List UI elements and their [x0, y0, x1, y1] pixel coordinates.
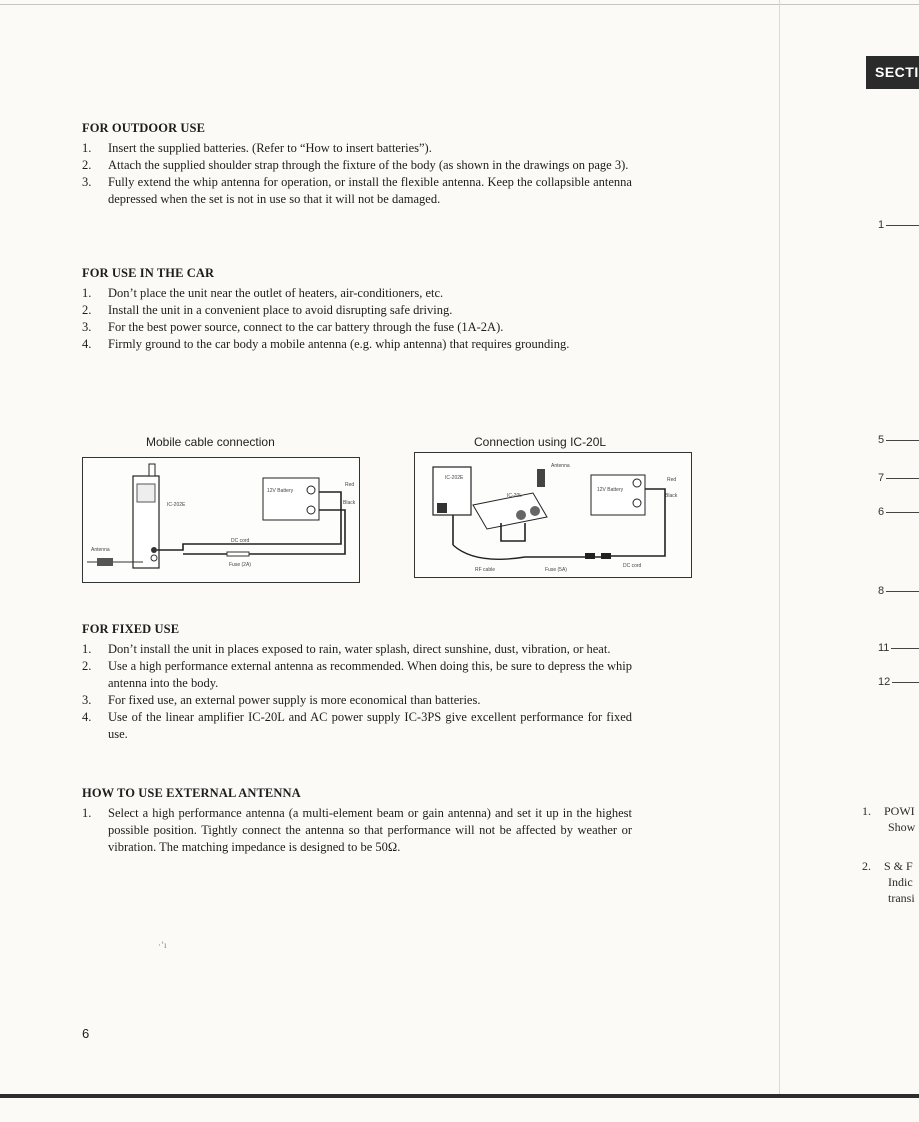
item-number: 1. [82, 141, 92, 155]
item-number: 2. [82, 659, 92, 673]
positive-terminal-icon [307, 486, 315, 494]
callout-1 [878, 219, 919, 231]
list-item [82, 319, 632, 336]
outdoor-list [82, 140, 632, 208]
section-tab: SECTI [866, 56, 919, 89]
dc-cord [453, 545, 605, 559]
note-number: 2. [862, 859, 871, 873]
callout-number: 5 [878, 434, 885, 446]
callout-7 [878, 472, 919, 484]
list-item [82, 302, 632, 319]
item-number: 4. [82, 710, 92, 724]
ic20l-diagram-drawing [415, 453, 691, 577]
battery-label: 12V Battery [267, 488, 294, 494]
callout-12 [878, 676, 919, 688]
antenna-plug-icon [537, 469, 545, 487]
power-jack-icon [151, 547, 157, 553]
item-text: Don’t install the unit in places exposed to rain, water splash, direct sunshine, dust, vibration, or heat. [108, 642, 611, 656]
fixed-list [82, 641, 632, 743]
list-item [82, 157, 632, 174]
outdoor-section [82, 120, 632, 208]
note-line: Indic [888, 875, 913, 889]
list-item [82, 174, 632, 208]
antenna-label: Antenna [551, 463, 570, 469]
connector-icon [585, 553, 595, 559]
red-label: Red [345, 482, 355, 488]
fuse-label: Fuse (5A) [545, 567, 567, 573]
positive-terminal-icon [633, 479, 641, 487]
callout-number: 11 [878, 642, 890, 654]
item-number: 1. [82, 806, 92, 820]
right-note-2 [862, 858, 915, 906]
red-label: Red [667, 477, 677, 483]
whip-antenna-icon [149, 464, 155, 476]
item-text: Attach the supplied shoulder strap through the fixture of the body (as shown in the drawings on page 3). [108, 158, 629, 172]
note-line: transi [888, 891, 915, 905]
item-text: For fixed use, an external power supply is more economical than batteries. [108, 693, 481, 707]
item-number: 2. [82, 158, 92, 172]
list-item [82, 805, 632, 856]
list-item [82, 709, 632, 743]
item-text: Firmly ground to the car body a mobile antenna (e.g. whip antenna) that requires grounding. [108, 337, 570, 351]
leader-line [886, 440, 919, 441]
connector-icon [601, 553, 611, 559]
battery-label: 12V Battery [597, 487, 624, 493]
leader-line [891, 648, 919, 649]
antenna-plug-icon [97, 558, 113, 566]
stray-mark: ·ʼı [158, 940, 167, 950]
item-number: 2. [82, 303, 92, 317]
item-text: For the best power source, connect to the car battery through the fuse (1A-2A). [108, 320, 504, 334]
mobile-cable-diagram [82, 457, 360, 583]
black-label: Black [343, 500, 356, 506]
fuse-label: Fuse (2A) [229, 562, 251, 568]
item-number: 4. [82, 337, 92, 351]
negative-terminal-icon [307, 506, 315, 514]
list-item [82, 641, 632, 658]
callout-8 [878, 585, 919, 597]
list-item [82, 285, 632, 302]
item-text: Select a high performance antenna (a multi-element beam or gain antenna) and set it up in the highest possible position. Tightly connect the antenna so that performance will not be affected by weather or vibration. The matching impedance is designed to be 50Ω. [108, 806, 632, 854]
unit-label: IC-202E [167, 502, 186, 508]
item-number: 3. [82, 175, 92, 189]
car-section [82, 265, 632, 353]
item-text: Use a high performance external antenna as recommended. When doing this, be sure to depress the whip antenna into the body. [108, 659, 632, 690]
fixed-heading: FOR FIXED USE [82, 622, 180, 636]
car-heading: FOR USE IN THE CAR [82, 266, 215, 280]
callout-5 [878, 434, 919, 446]
item-number: 1. [82, 642, 92, 656]
ic20l-diagram-title: Connection using IC-20L [474, 435, 607, 449]
cord-label: DC cord [231, 538, 250, 544]
right-note-1 [862, 803, 916, 835]
leader-line [892, 682, 919, 683]
callout-number: 12 [878, 676, 891, 688]
connector-icon [437, 503, 447, 513]
list-item [82, 140, 632, 157]
amp-label: IC-20L [507, 493, 523, 499]
callout-number: 8 [878, 585, 885, 597]
list-item [82, 658, 632, 692]
leader-line [886, 591, 919, 592]
item-text: Use of the linear amplifier IC-20L and AC power supply IC-3PS give excellent performance for fixed use. [108, 710, 632, 741]
callout-6 [878, 506, 919, 518]
note-line: POWI [884, 804, 915, 818]
amp-jack-icon [530, 506, 540, 516]
negative-terminal-icon [633, 499, 641, 507]
note-line: Show [888, 820, 916, 834]
item-text: Don’t place the unit near the outlet of heaters, air-conditioners, etc. [108, 286, 444, 300]
leader-line [886, 478, 919, 479]
meter-icon [137, 484, 155, 502]
leader-line [886, 225, 919, 226]
unit-label: IC-202E [445, 475, 464, 481]
fixed-section [82, 621, 632, 743]
item-number: 3. [82, 693, 92, 707]
item-number: 3. [82, 320, 92, 334]
cable-label: RF cable [475, 567, 496, 573]
callout-number: 1 [878, 219, 885, 231]
external-list [82, 805, 632, 856]
page-number: 6 [82, 1026, 90, 1041]
mobile-diagram-drawing [83, 458, 359, 582]
fuse-icon [227, 552, 249, 556]
note-number: 1. [862, 804, 871, 818]
mobile-diagram-title: Mobile cable connection [146, 435, 275, 449]
cord-label: DC cord [623, 563, 642, 569]
note-line: S & F [884, 859, 913, 873]
amp-jack-icon [516, 510, 526, 520]
ic20l-connection-diagram [414, 452, 692, 578]
item-text: Insert the supplied batteries. (Refer to “How to insert batteries”). [108, 141, 432, 155]
external-antenna-section [82, 785, 632, 856]
external-heading: HOW TO USE EXTERNAL ANTENNA [82, 786, 301, 800]
black-label: Black [665, 493, 678, 499]
list-item [82, 692, 632, 709]
callout-number: 7 [878, 472, 885, 484]
antenna-label: Antenna [91, 547, 110, 553]
item-text: Fully extend the whip antenna for operation, or install the flexible antenna. Keep the collapsible antenna depressed when the set is not in use so that it will not be damaged. [108, 175, 632, 206]
item-text: Install the unit in a convenient place to avoid disrupting safe driving. [108, 303, 453, 317]
leader-line [886, 512, 919, 513]
outdoor-heading: FOR OUTDOOR USE [82, 121, 206, 135]
item-number: 1. [82, 286, 92, 300]
car-list [82, 285, 632, 353]
list-item [82, 336, 632, 353]
callout-11 [878, 642, 919, 654]
callout-number: 6 [878, 506, 885, 518]
